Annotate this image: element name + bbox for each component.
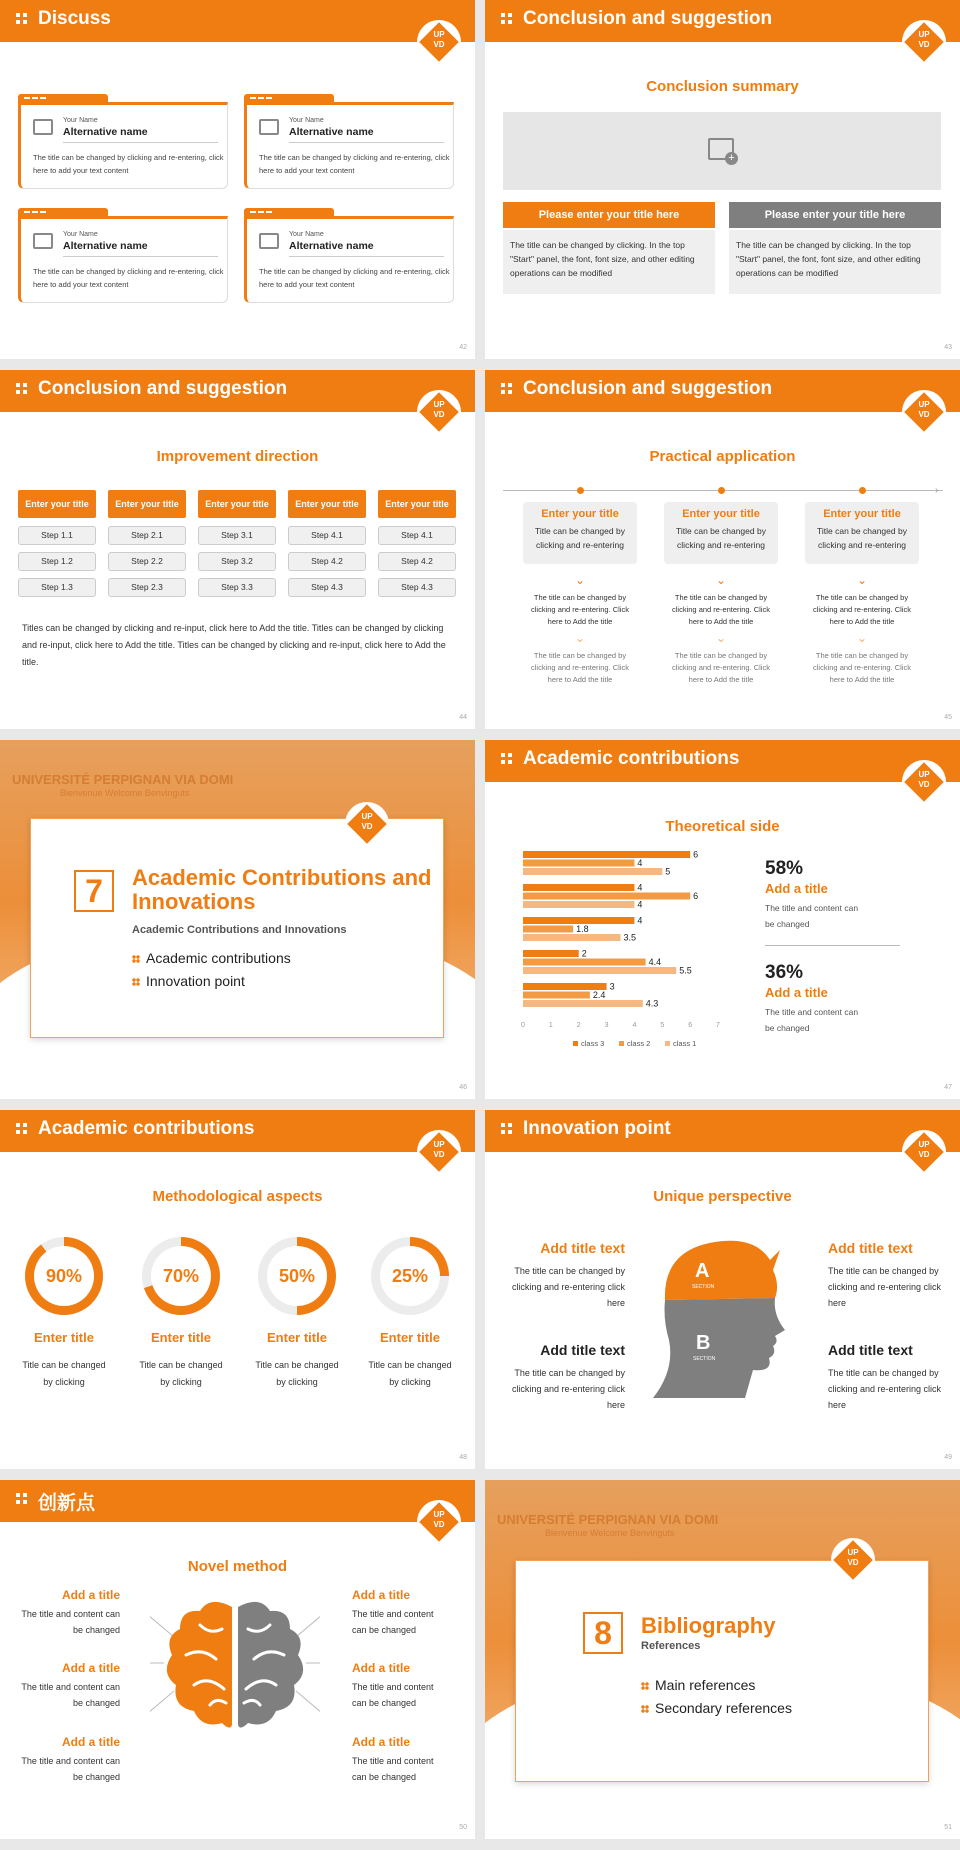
step-box: Step 4.1 xyxy=(288,526,366,545)
step-box: Step 4.3 xyxy=(378,578,456,597)
stat-text: The title and content can be changed xyxy=(765,903,859,929)
building-sign-text: UNIVERSITÉ PERPIGNAN VIA DOMI xyxy=(497,1512,719,1527)
ring-text: Title can be changed by clicking xyxy=(255,1360,339,1387)
section-card xyxy=(515,1560,929,1782)
slide-header xyxy=(0,1110,475,1152)
step-text: The title can be changed by clicking and re-entering. Click here to Add the title xyxy=(813,651,911,684)
image-placeholder-icon xyxy=(259,233,279,249)
section-subtitle: Novel method xyxy=(187,1558,288,1575)
item-title: Add a title xyxy=(352,1588,411,1602)
slide-45-practical[interactable] xyxy=(485,370,960,729)
timeline-dot xyxy=(718,487,725,494)
upvd-logo: UP VD xyxy=(902,760,946,804)
section-subtitle: Improvement direction xyxy=(156,448,319,465)
item-text: The title and content can be changed xyxy=(21,1682,120,1708)
image-placeholder-icon xyxy=(33,233,53,249)
page-number: 42 xyxy=(459,344,467,351)
profile-card[interactable]: Your Name Alternative name The title can be changed by clicking and re-entering, click here to add your text content xyxy=(18,208,228,303)
page-number: 47 xyxy=(944,1084,952,1091)
building-sign-text: UNIVERSITÉ PERPIGNAN VIA DOMI xyxy=(12,772,234,787)
legend-label: class 1 xyxy=(673,1039,697,1048)
section-number: 8 xyxy=(583,1612,623,1654)
slide-50-novel-method[interactable] xyxy=(0,1480,475,1839)
item-text: The title can be changed by clicking and re-entering click here xyxy=(511,1266,625,1308)
slide-51-section-8[interactable] xyxy=(485,1480,960,1839)
stat-title: Add a title xyxy=(765,881,828,896)
bar-class-1 xyxy=(523,967,676,974)
text-box: The title can be changed by clicking. In the top "Start" panel, the font, font size, and other editing operations can be modified xyxy=(503,230,715,294)
slide-header xyxy=(485,740,960,782)
progress-ring: 50% xyxy=(258,1237,336,1315)
column-title[interactable]: Enter your title xyxy=(198,490,276,518)
dots-icon xyxy=(16,1123,28,1135)
slide-header xyxy=(485,0,960,42)
upvd-logo: UP VD xyxy=(345,802,389,846)
section-item[interactable]: Academic contributions xyxy=(132,950,291,966)
title-button[interactable]: Please enter your title here xyxy=(503,202,715,228)
ring-text: Title can be changed by clicking xyxy=(22,1360,106,1387)
step-box: Step 2.3 xyxy=(108,578,186,597)
slide-42-discuss[interactable] xyxy=(0,0,475,359)
upvd-logo: UP VD xyxy=(902,1130,946,1174)
section-item[interactable]: Secondary references xyxy=(641,1700,792,1716)
app-card[interactable]: Enter your title Title can be changed by clicking and re-entering xyxy=(664,502,778,564)
section-a-label: A xyxy=(695,1260,710,1282)
data-label: 4 xyxy=(637,915,643,926)
data-label: 2.4 xyxy=(592,990,606,1000)
slide-header xyxy=(485,1110,960,1152)
slide-title: Conclusion and suggestion xyxy=(38,378,288,399)
section-subtitle: Academic Contributions and Innovations xyxy=(132,924,347,936)
slide-header xyxy=(485,370,960,412)
section-b-caption: SECTION xyxy=(693,1356,716,1362)
data-label: 3 xyxy=(609,981,615,992)
bar-class-3 xyxy=(523,851,690,858)
slide-header xyxy=(0,0,475,42)
step-box: Step 3.3 xyxy=(198,578,276,597)
text-box: The title can be changed by clicking. In the top "Start" panel, the font, font size, and other editing operations can be modified xyxy=(729,230,941,294)
section-item[interactable]: Main references xyxy=(641,1677,755,1693)
x-tick-label: 1 xyxy=(548,1022,553,1029)
chevron-down-icon: ⌄ xyxy=(574,573,586,587)
profile-card[interactable]: Your Name Alternative name The title can be changed by clicking and re-entering, click here to add your text content xyxy=(244,208,454,303)
item-title: Add title text xyxy=(828,1342,913,1358)
column-title[interactable]: Enter your title xyxy=(18,490,96,518)
data-label: 5 xyxy=(665,866,671,877)
title-button[interactable]: Please enter your title here xyxy=(729,202,941,228)
upvd-logo: UP VD xyxy=(902,390,946,434)
bar-class-1 xyxy=(523,868,662,875)
bar-class-1 xyxy=(523,901,634,908)
slide-49-unique-perspective[interactable] xyxy=(485,1110,960,1469)
horizontal-bar-chart xyxy=(503,840,743,1060)
page-number: 46 xyxy=(459,1084,467,1091)
building-sign-subtext: Bienvenue Welcome Benvinguts xyxy=(60,788,190,798)
upvd-logo: UP VD xyxy=(831,1538,875,1582)
stat-percent: 36% xyxy=(765,962,804,983)
item-title: Add a title xyxy=(352,1735,411,1749)
step-box: Step 3.2 xyxy=(198,552,276,571)
section-title: Bibliography xyxy=(641,1613,776,1638)
section-subtitle: Unique perspective xyxy=(653,1188,792,1205)
bar-class-3 xyxy=(523,884,634,891)
ring-text: Title can be changed by clicking xyxy=(139,1360,223,1387)
step-text: The title can be changed by clicking and re-entering. Click here to Add the title xyxy=(672,593,770,626)
step-box: Step 4.3 xyxy=(288,578,366,597)
chevron-down-icon: ⌄ xyxy=(715,631,727,645)
column-title[interactable]: Enter your title xyxy=(288,490,366,518)
x-tick-label: 5 xyxy=(660,1022,665,1029)
legend-swatch xyxy=(619,1041,624,1046)
item-title: Add title text xyxy=(540,1342,625,1358)
dots-icon xyxy=(501,1123,513,1135)
item-text: The title and content can be changed xyxy=(352,1682,434,1708)
body-text: Titles can be changed by clicking and re-input, click here to Add the title. Titles can be changed by clicking and re-input, click here to Add the title. Titles can be changed by clicking and re-input, click here to Add the title. xyxy=(22,623,446,667)
section-b-label: B xyxy=(696,1332,711,1354)
page-number: 43 xyxy=(944,344,952,351)
upvd-logo: UP VD xyxy=(417,390,461,434)
step-box: Step 2.1 xyxy=(108,526,186,545)
upvd-logo: UP VD xyxy=(902,20,946,64)
bar-class-3 xyxy=(523,983,607,990)
item-title: Add title text xyxy=(828,1240,913,1256)
step-box: Step 1.3 xyxy=(18,578,96,597)
slide-title: Conclusion and suggestion xyxy=(523,8,773,29)
item-text: The title can be changed by clicking and re-entering click here xyxy=(828,1368,942,1410)
x-tick-label: 6 xyxy=(688,1022,693,1029)
bar-class-2 xyxy=(523,893,690,900)
page-number: 51 xyxy=(944,1824,952,1831)
data-label: 2 xyxy=(581,948,587,959)
slide-header xyxy=(0,1480,475,1522)
dots-icon xyxy=(16,383,28,395)
ring-title: Enter title xyxy=(380,1330,440,1345)
chevron-down-icon: ⌄ xyxy=(574,631,586,645)
step-text: The title can be changed by clicking and re-entering. Click here to Add the title xyxy=(813,593,911,626)
stat-title: Add a title xyxy=(765,985,828,1000)
profile-card[interactable]: Your Name Alternative name The title can be changed by clicking and re-entering, click here to add your text content xyxy=(18,94,228,189)
item-text: The title can be changed by clicking and re-entering click here xyxy=(828,1266,942,1308)
legend-label: class 3 xyxy=(581,1039,605,1048)
page-number: 49 xyxy=(944,1454,952,1461)
ring-text: Title can be changed by clicking xyxy=(368,1360,452,1387)
section-title: Academic Contributions and Innovations xyxy=(132,865,432,914)
x-tick-label: 0 xyxy=(521,1022,525,1029)
item-title: Add title text xyxy=(540,1240,625,1256)
data-label: 4 xyxy=(637,882,643,893)
data-label: 4 xyxy=(637,858,643,868)
step-box: Step 3.1 xyxy=(198,526,276,545)
item-text: The title and content can be changed xyxy=(21,1756,120,1782)
slide-title: Innovation point xyxy=(523,1118,671,1139)
image-placeholder-icon xyxy=(259,119,279,135)
step-box: Step 2.2 xyxy=(108,552,186,571)
data-label: 4.4 xyxy=(648,957,662,967)
head-profile-icon xyxy=(645,1230,795,1400)
slide-43-conclusion-summary[interactable] xyxy=(485,0,960,359)
upvd-logo: UP VD xyxy=(417,1130,461,1174)
bar-class-2 xyxy=(523,992,590,999)
chevron-down-icon: ⌄ xyxy=(715,573,727,587)
data-label: 1.8 xyxy=(576,924,589,934)
dots-icon xyxy=(501,383,513,395)
slide-title: Academic contributions xyxy=(523,748,740,769)
data-label: 4 xyxy=(637,899,643,910)
dots-icon xyxy=(132,955,140,963)
x-tick-label: 2 xyxy=(576,1022,581,1029)
stat-text: The title and content can be changed xyxy=(765,1007,859,1033)
dots-icon xyxy=(16,1493,28,1505)
dots-icon xyxy=(501,13,513,25)
x-tick-label: 3 xyxy=(604,1022,609,1029)
building-sign-subtext: Bienvenue Welcome Benvinguts xyxy=(545,1528,675,1538)
data-label: 6 xyxy=(693,849,699,860)
ring-title: Enter title xyxy=(151,1330,211,1345)
column-title[interactable]: Enter your title xyxy=(108,490,186,518)
brain-icon xyxy=(150,1585,320,1745)
step-box: Step 4.2 xyxy=(378,552,456,571)
slide-title: Conclusion and suggestion xyxy=(523,378,773,399)
item-text: The title and content can be changed xyxy=(352,1609,434,1635)
progress-ring: 90% xyxy=(25,1237,103,1315)
step-text: The title can be changed by clicking and re-entering. Click here to Add the title xyxy=(531,651,629,684)
app-card[interactable]: Enter your title Title can be changed by clicking and re-entering xyxy=(805,502,919,564)
section-subtitle: Conclusion summary xyxy=(646,78,799,95)
step-text: The title can be changed by clicking and re-entering. Click here to Add the title xyxy=(672,651,770,684)
bar-class-1 xyxy=(523,934,621,941)
timeline-dot xyxy=(577,487,584,494)
slide-46-section-7[interactable] xyxy=(0,740,475,1099)
dots-icon xyxy=(16,13,28,25)
item-title: Add a title xyxy=(61,1661,120,1675)
chevron-down-icon: ⌄ xyxy=(856,573,868,587)
chevron-down-icon: ⌄ xyxy=(856,631,868,645)
bar-class-1 xyxy=(523,1000,643,1007)
item-title: Add a title xyxy=(352,1661,411,1675)
bar-class-3 xyxy=(523,950,579,957)
dots-icon xyxy=(641,1705,649,1713)
page-number: 48 xyxy=(459,1454,467,1461)
section-subtitle: Theoretical side xyxy=(665,818,780,835)
x-tick-label: 7 xyxy=(716,1022,720,1029)
slide-47-theoretical[interactable] xyxy=(485,740,960,1099)
x-tick-label: 4 xyxy=(632,1022,637,1029)
slide-48-methodological[interactable] xyxy=(0,1110,475,1469)
legend-swatch xyxy=(573,1041,578,1046)
image-placeholder[interactable]: + xyxy=(503,112,941,190)
profile-card[interactable]: Your Name Alternative name The title can be changed by clicking and re-entering, click here to add your text content xyxy=(244,94,454,189)
progress-ring: 70% xyxy=(142,1237,220,1315)
upvd-logo: UP VD xyxy=(417,20,461,64)
slide-title: 创新点 xyxy=(38,1492,96,1514)
bar-class-2 xyxy=(523,959,646,966)
legend-label: class 2 xyxy=(627,1039,651,1048)
item-title: Add a title xyxy=(61,1735,120,1749)
column-title[interactable]: Enter your title xyxy=(378,490,456,518)
bar-class-3 xyxy=(523,917,634,924)
section-subtitle: References xyxy=(641,1640,701,1652)
section-a-caption: SECTION xyxy=(692,1284,715,1290)
section-number: 7 xyxy=(74,870,114,912)
data-label: 6 xyxy=(693,891,699,901)
legend-swatch xyxy=(665,1041,670,1046)
arrow-right-icon: › xyxy=(935,485,939,496)
stat-percent: 58% xyxy=(765,858,804,879)
app-card[interactable]: Enter your title Title can be changed by clicking and re-entering xyxy=(523,502,637,564)
slide-title: Discuss xyxy=(38,8,111,29)
bar-class-2 xyxy=(523,860,634,867)
dots-icon xyxy=(132,978,140,986)
slide-title: Academic contributions xyxy=(38,1118,255,1139)
bar-class-2 xyxy=(523,926,573,933)
item-text: The title and content can be changed xyxy=(21,1609,120,1635)
divider xyxy=(765,945,900,946)
page-number: 44 xyxy=(459,714,467,721)
step-box: Step 4.1 xyxy=(378,526,456,545)
item-text: The title and content can be changed xyxy=(352,1756,434,1782)
section-item[interactable]: Innovation point xyxy=(132,973,245,989)
dots-icon xyxy=(641,1682,649,1690)
progress-ring: 25% xyxy=(371,1237,449,1315)
ring-title: Enter title xyxy=(34,1330,94,1345)
slide-44-improvement[interactable] xyxy=(0,370,475,729)
step-box: Step 4.2 xyxy=(288,552,366,571)
section-subtitle: Methodological aspects xyxy=(152,1188,323,1205)
item-text: The title can be changed by clicking and re-entering click here xyxy=(511,1368,625,1410)
step-box: Step 1.2 xyxy=(18,552,96,571)
data-label: 5.5 xyxy=(679,965,692,976)
item-title: Add a title xyxy=(61,1588,120,1602)
dots-icon xyxy=(501,753,513,765)
data-label: 3.5 xyxy=(623,932,637,943)
timeline-dot xyxy=(859,487,866,494)
slide-header xyxy=(0,370,475,412)
image-placeholder-icon xyxy=(33,119,53,135)
ring-title: Enter title xyxy=(267,1330,327,1345)
page-number: 50 xyxy=(459,1824,467,1831)
step-box: Step 1.1 xyxy=(18,526,96,545)
section-subtitle: Practical application xyxy=(649,448,796,465)
step-text: The title can be changed by clicking and re-entering. Click here to Add the title xyxy=(531,593,629,626)
upvd-logo: UP VD xyxy=(417,1500,461,1544)
data-label: 4.3 xyxy=(645,998,659,1009)
page-number: 45 xyxy=(944,714,952,721)
